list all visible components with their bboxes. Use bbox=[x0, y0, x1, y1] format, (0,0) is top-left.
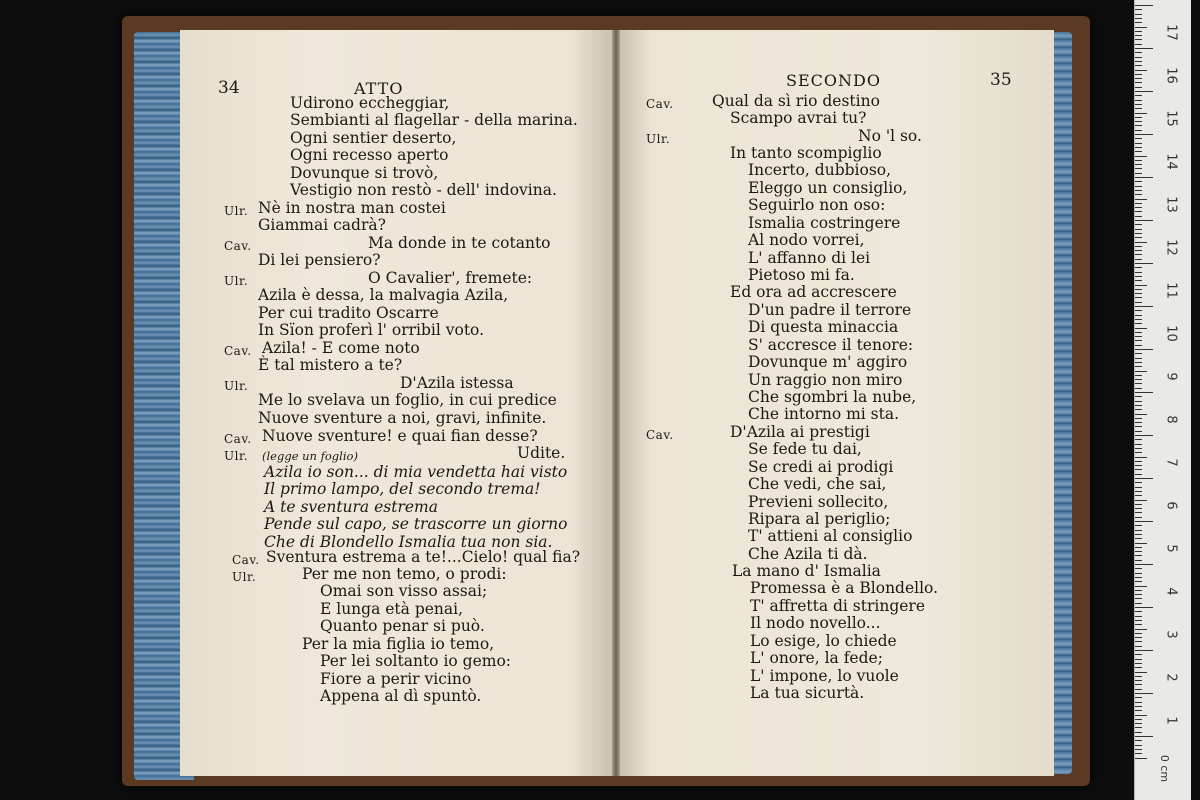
verse-line: Nuove sventure a noi, gravi, infinite. bbox=[258, 409, 547, 427]
speaker-label: Cav. bbox=[646, 428, 674, 442]
verse-line: T' affretta di stringere bbox=[750, 597, 926, 615]
ruler-tick bbox=[1135, 745, 1142, 746]
ruler-tick bbox=[1135, 641, 1142, 642]
ruler-tick bbox=[1135, 719, 1142, 720]
ruler-tick bbox=[1135, 95, 1142, 96]
page-number-left: 34 bbox=[218, 78, 240, 98]
verse-line: Nuove sventure! e quai fian desse? bbox=[262, 427, 538, 445]
ruler-tick bbox=[1135, 224, 1142, 225]
ruler-tick bbox=[1135, 263, 1153, 264]
ruler-tick bbox=[1135, 577, 1142, 578]
verse-line: Che Azila ti dà. bbox=[748, 545, 868, 563]
verse-line: No 'l so. bbox=[858, 127, 922, 145]
ruler-tick bbox=[1135, 620, 1142, 621]
ruler-tick bbox=[1135, 680, 1142, 681]
ruler-tick bbox=[1135, 306, 1153, 307]
ruler-tick bbox=[1135, 18, 1142, 19]
ruler-tick bbox=[1135, 173, 1142, 174]
verse-line: Che sgombri la nube, bbox=[748, 388, 917, 406]
ruler-number: 14 bbox=[1163, 153, 1179, 170]
ruler-tick bbox=[1135, 323, 1142, 324]
ruler-tick bbox=[1135, 78, 1142, 79]
verse-line: Dovunque si trovò, bbox=[290, 164, 439, 182]
ruler-tick bbox=[1135, 693, 1153, 694]
ruler-tick bbox=[1135, 293, 1142, 294]
ruler-tick bbox=[1135, 646, 1142, 647]
ruler-tick bbox=[1135, 9, 1142, 10]
ruler-tick bbox=[1135, 340, 1142, 341]
ruler-tick bbox=[1135, 461, 1142, 462]
ruler-tick bbox=[1135, 629, 1147, 630]
ruler-tick bbox=[1135, 452, 1142, 453]
ruler-tick bbox=[1135, 332, 1142, 333]
ruler-tick bbox=[1135, 405, 1142, 406]
ruler-tick bbox=[1135, 414, 1147, 415]
ruler-tick bbox=[1135, 254, 1142, 255]
ruler-tick bbox=[1135, 401, 1142, 402]
speaker-label: Ulr. bbox=[224, 274, 249, 288]
ruler-tick bbox=[1135, 289, 1142, 290]
ruler-tick bbox=[1135, 65, 1142, 66]
ruler-number: 2 bbox=[1163, 673, 1179, 682]
ruler-tick bbox=[1135, 310, 1142, 311]
ruler-tick bbox=[1135, 581, 1142, 582]
ruler-tick bbox=[1135, 336, 1142, 337]
ruler-tick bbox=[1135, 267, 1142, 268]
ruler-tick bbox=[1135, 727, 1142, 728]
verse-line: Vestigio non restò - dell' indovina. bbox=[290, 181, 557, 199]
ruler-tick bbox=[1135, 521, 1153, 522]
verse-line: Incerto, dubbioso, bbox=[748, 161, 892, 179]
ruler-tick bbox=[1135, 607, 1153, 608]
ruler-tick bbox=[1135, 500, 1147, 501]
ruler-tick bbox=[1135, 272, 1142, 273]
ruler-number: 8 bbox=[1163, 415, 1179, 424]
ruler-tick bbox=[1135, 297, 1142, 298]
verse-line: Sembianti al flagellar - della marina. bbox=[290, 111, 578, 129]
ruler-tick bbox=[1135, 138, 1142, 139]
ruler-tick bbox=[1135, 650, 1153, 651]
verse-line: Ed ora ad accrescere bbox=[730, 283, 897, 301]
speaker-label: Cav. bbox=[232, 553, 260, 567]
ruler-tick bbox=[1135, 465, 1142, 466]
ruler-unit-label: 0 cm bbox=[1158, 754, 1172, 783]
verse-line: L' affanno di lei bbox=[748, 249, 871, 267]
ruler-tick bbox=[1135, 564, 1153, 565]
ruler-tick bbox=[1135, 504, 1142, 505]
verse-line: Per me non temo, o prodi: bbox=[302, 565, 507, 583]
ruler-tick bbox=[1135, 426, 1142, 427]
ruler-tick bbox=[1135, 396, 1142, 397]
ruler-tick bbox=[1135, 44, 1142, 45]
ruler-number: 7 bbox=[1163, 458, 1179, 467]
ruler-tick bbox=[1135, 57, 1142, 58]
ruler-tick bbox=[1135, 276, 1142, 277]
ruler-tick bbox=[1135, 594, 1142, 595]
ruler-tick bbox=[1135, 586, 1147, 587]
ruler-tick bbox=[1135, 457, 1147, 458]
ruler-tick bbox=[1135, 160, 1142, 161]
verse-line: Appena al dì spuntò. bbox=[320, 687, 482, 705]
ruler-tick bbox=[1135, 676, 1142, 677]
measurement-ruler bbox=[1134, 0, 1191, 800]
verse-line: Promessa è a Blondello. bbox=[750, 579, 939, 597]
ruler-tick bbox=[1135, 121, 1142, 122]
ruler-tick bbox=[1135, 164, 1142, 165]
verse-line: Che di Blondello Ismalia tua non sia. bbox=[264, 533, 553, 551]
verse-line: D'Azila istessa bbox=[400, 374, 514, 392]
ruler-tick bbox=[1135, 237, 1142, 238]
ruler-tick bbox=[1135, 220, 1153, 221]
ruler-number: 13 bbox=[1163, 196, 1179, 213]
ruler-tick bbox=[1135, 512, 1142, 513]
verse-line: S' accresce il tenore: bbox=[748, 336, 914, 354]
ruler-tick bbox=[1135, 130, 1142, 131]
verse-line: Omai son visso assai; bbox=[320, 582, 488, 600]
ruler-tick bbox=[1135, 525, 1142, 526]
verse-line: Fiore a perir vicino bbox=[320, 670, 472, 688]
ruler-tick bbox=[1135, 48, 1153, 49]
ruler-tick bbox=[1135, 448, 1142, 449]
verse-line: Pietoso mi fa. bbox=[748, 266, 855, 284]
verse-line: Che intorno mi sta. bbox=[748, 405, 900, 423]
ruler-tick bbox=[1135, 611, 1142, 612]
verse-line: Il nodo novello... bbox=[750, 614, 881, 632]
ruler-tick bbox=[1135, 444, 1142, 445]
ruler-tick bbox=[1135, 104, 1142, 105]
ruler-tick bbox=[1135, 543, 1147, 544]
verse-line: Di questa minaccia bbox=[748, 318, 899, 336]
verse-line: E lunga età penai, bbox=[320, 600, 464, 618]
ruler-number: 3 bbox=[1163, 630, 1179, 639]
ruler-tick bbox=[1135, 568, 1142, 569]
ruler-tick bbox=[1135, 654, 1142, 655]
ruler-tick bbox=[1135, 469, 1142, 470]
ruler-tick bbox=[1135, 168, 1142, 169]
verse-line: Un raggio non miro bbox=[748, 371, 903, 389]
ruler-number: 11 bbox=[1163, 282, 1179, 299]
ruler-tick bbox=[1135, 91, 1153, 92]
ruler-tick bbox=[1135, 156, 1147, 157]
ruler-tick bbox=[1135, 82, 1142, 83]
speaker-label: Ulr. bbox=[224, 449, 249, 463]
ruler-tick bbox=[1135, 697, 1142, 698]
verse-line: Quanto penar si può. bbox=[320, 617, 485, 635]
ruler-tick bbox=[1135, 358, 1142, 359]
ruler-tick bbox=[1135, 31, 1142, 32]
ruler-tick bbox=[1135, 388, 1142, 389]
ruler-number: 4 bbox=[1163, 587, 1179, 596]
ruler-tick bbox=[1135, 659, 1142, 660]
ruler-tick bbox=[1135, 487, 1142, 488]
ruler-number: 6 bbox=[1163, 501, 1179, 510]
ruler-tick bbox=[1135, 723, 1142, 724]
ruler-tick bbox=[1135, 207, 1142, 208]
ruler-number: 12 bbox=[1163, 239, 1179, 256]
ruler-tick bbox=[1135, 87, 1142, 88]
ruler-tick bbox=[1135, 177, 1153, 178]
ruler-tick bbox=[1135, 491, 1142, 492]
verse-line: Previeni sollecito, bbox=[748, 493, 889, 511]
ruler-tick bbox=[1135, 684, 1142, 685]
ruler-tick bbox=[1135, 715, 1147, 716]
ruler-tick bbox=[1135, 22, 1142, 23]
ruler-number: 9 bbox=[1163, 372, 1179, 381]
verse-line: Il primo lampo, del secondo trema! bbox=[264, 480, 541, 498]
ruler-tick bbox=[1135, 663, 1142, 664]
ruler-tick bbox=[1135, 758, 1147, 759]
ruler-tick bbox=[1135, 250, 1142, 251]
verse-line: Udite. bbox=[517, 444, 566, 462]
ruler-tick bbox=[1135, 379, 1142, 380]
verse-line: D'un padre il terrore bbox=[748, 301, 912, 319]
verse-line: Seguirlo non oso: bbox=[748, 196, 886, 214]
ruler-tick bbox=[1135, 285, 1147, 286]
ruler-tick bbox=[1135, 302, 1142, 303]
verse-line: La mano d' Ismalia bbox=[732, 562, 881, 580]
verse-line: Pende sul capo, se trascorre un giorno bbox=[264, 515, 568, 533]
running-header-left: ATTO bbox=[354, 79, 404, 98]
ruler-tick bbox=[1135, 431, 1142, 432]
verse-line: Scampo avrai tu? bbox=[730, 109, 867, 127]
ruler-tick bbox=[1135, 134, 1153, 135]
ruler-tick bbox=[1135, 508, 1142, 509]
verse-line: Me lo svelava un foglio, in cui predice bbox=[258, 391, 557, 409]
ruler-tick bbox=[1135, 117, 1142, 118]
verse-line: Ismalia costringere bbox=[748, 214, 901, 232]
ruler-tick bbox=[1135, 190, 1142, 191]
verse-line: D'Azila ai prestigi bbox=[730, 423, 870, 441]
verse-line: La tua sicurtà. bbox=[750, 684, 865, 702]
ruler-tick bbox=[1135, 100, 1142, 101]
ruler-tick bbox=[1135, 315, 1142, 316]
verse-line: Che vedi, che sai, bbox=[748, 475, 887, 493]
verse-line: È tal mistero a te? bbox=[258, 356, 403, 374]
ruler-tick bbox=[1135, 710, 1142, 711]
ruler-tick bbox=[1135, 435, 1153, 436]
verse-line: Per cui tradito Oscarre bbox=[258, 304, 439, 322]
ruler-tick bbox=[1135, 422, 1142, 423]
verse-line: Per la mia figlia io temo, bbox=[302, 635, 495, 653]
verse-line: Sventura estrema a te!...Cielo! qual fia? bbox=[266, 548, 581, 566]
verse-line: O Cavalier', fremete: bbox=[368, 269, 533, 287]
ruler-tick bbox=[1135, 637, 1142, 638]
ruler-tick bbox=[1135, 375, 1142, 376]
ruler-tick bbox=[1135, 672, 1147, 673]
speaker-label: Cav. bbox=[224, 239, 252, 253]
ruler-tick bbox=[1135, 353, 1142, 354]
ruler-tick bbox=[1135, 706, 1142, 707]
ruler-tick bbox=[1135, 573, 1142, 574]
verse-line: Ma donde in te cotanto bbox=[368, 234, 551, 252]
ruler-tick bbox=[1135, 199, 1147, 200]
ruler-tick bbox=[1135, 70, 1147, 71]
ruler-tick bbox=[1135, 482, 1142, 483]
verse-line: Di lei pensiero? bbox=[258, 251, 381, 269]
speaker-label: Cav. bbox=[224, 344, 252, 358]
verse-line: Azila è dessa, la malvagia Azila, bbox=[258, 286, 509, 304]
ruler-tick bbox=[1135, 598, 1142, 599]
ruler-number: 17 bbox=[1163, 24, 1179, 41]
ruler-tick bbox=[1135, 517, 1142, 518]
ruler-tick bbox=[1135, 328, 1147, 329]
verse-line: T' attieni al consiglio bbox=[748, 527, 913, 545]
ruler-number: 16 bbox=[1163, 67, 1179, 84]
ruler-tick bbox=[1135, 5, 1153, 6]
ruler-tick bbox=[1135, 52, 1142, 53]
speaker-label: Ulr. bbox=[224, 379, 249, 393]
verse-line: Dovunque m' aggiro bbox=[748, 353, 908, 371]
ruler-tick bbox=[1135, 242, 1147, 243]
verse-line: Qual da sì rio destino bbox=[712, 92, 880, 110]
ruler-tick bbox=[1135, 547, 1142, 548]
verse-line: L' onore, la fede; bbox=[750, 649, 883, 667]
ruler-tick bbox=[1135, 216, 1142, 217]
ruler-tick bbox=[1135, 616, 1142, 617]
ruler-tick bbox=[1135, 732, 1142, 733]
ruler-tick bbox=[1135, 366, 1142, 367]
ruler-tick bbox=[1135, 181, 1142, 182]
speaker-label: Ulr. bbox=[232, 570, 257, 584]
verse-line: In Sïon proferì l' orribil voto. bbox=[258, 321, 485, 339]
ruler-tick bbox=[1135, 740, 1142, 741]
ruler-tick bbox=[1135, 702, 1142, 703]
verse-line: Al nodo vorrei, bbox=[748, 231, 865, 249]
ruler-tick bbox=[1135, 147, 1142, 148]
ruler-tick bbox=[1135, 35, 1142, 36]
ruler-tick bbox=[1135, 39, 1142, 40]
ruler-tick bbox=[1135, 418, 1142, 419]
speaker-label: Cav. bbox=[646, 97, 674, 111]
ruler-tick bbox=[1135, 371, 1147, 372]
ruler-tick bbox=[1135, 383, 1142, 384]
ruler-tick bbox=[1135, 749, 1142, 750]
verse-line: In tanto scompiglio bbox=[730, 144, 882, 162]
ruler-tick bbox=[1135, 530, 1142, 531]
ruler-tick bbox=[1135, 125, 1142, 126]
ruler-tick bbox=[1135, 590, 1142, 591]
verse-line: Udirono eccheggiar, bbox=[290, 94, 450, 112]
ruler-tick bbox=[1135, 736, 1153, 737]
ruler-tick bbox=[1135, 27, 1147, 28]
ruler-tick bbox=[1135, 108, 1142, 109]
verse-line: Per lei soltanto io gemo: bbox=[320, 652, 512, 670]
ruler-tick bbox=[1135, 14, 1142, 15]
ruler-tick bbox=[1135, 61, 1142, 62]
ruler-tick bbox=[1135, 624, 1142, 625]
running-header-right: SECONDO bbox=[786, 71, 881, 90]
ruler-tick bbox=[1135, 478, 1153, 479]
verse-line: A te sventura estrema bbox=[264, 498, 438, 516]
ruler-tick bbox=[1135, 74, 1142, 75]
ruler-number: 10 bbox=[1163, 325, 1179, 342]
ruler-tick bbox=[1135, 151, 1142, 152]
page-number-right: 35 bbox=[990, 70, 1012, 90]
ruler-number: 1 bbox=[1163, 716, 1179, 725]
ruler-tick bbox=[1135, 345, 1142, 346]
ruler-tick bbox=[1135, 203, 1142, 204]
verse-line: Giammai cadrà? bbox=[258, 216, 386, 234]
ruler-tick bbox=[1135, 551, 1142, 552]
verse-line: Azila! - E come noto bbox=[262, 339, 420, 357]
verse-line: Ogni recesso aperto bbox=[290, 146, 449, 164]
ruler-tick bbox=[1135, 538, 1142, 539]
ruler-tick bbox=[1135, 349, 1153, 350]
ruler-tick bbox=[1135, 753, 1142, 754]
verse-line: Lo esige, lo chiede bbox=[750, 632, 897, 650]
speaker-label: Cav. bbox=[224, 432, 252, 446]
ruler-tick bbox=[1135, 667, 1142, 668]
ruler-tick bbox=[1135, 319, 1142, 320]
ruler-tick bbox=[1135, 233, 1142, 234]
ruler-tick bbox=[1135, 229, 1142, 230]
ruler-tick bbox=[1135, 603, 1142, 604]
ruler-tick bbox=[1135, 495, 1142, 496]
verse-line: Ogni sentier deserto, bbox=[290, 129, 457, 147]
ruler-tick bbox=[1135, 259, 1142, 260]
verse-line: Se fede tu dai, bbox=[748, 440, 862, 458]
ruler-tick bbox=[1135, 633, 1142, 634]
ruler-tick bbox=[1135, 246, 1142, 247]
ruler-tick bbox=[1135, 560, 1142, 561]
verse-line: Azila io son... di mia vendetta hai visto bbox=[264, 463, 568, 481]
speaker-label: Ulr. bbox=[646, 132, 671, 146]
ruler-tick bbox=[1135, 280, 1142, 281]
verse-line: Eleggo un consiglio, bbox=[748, 179, 908, 197]
verse-line: Se credi ai prodigi bbox=[748, 458, 894, 476]
ruler-tick bbox=[1135, 113, 1147, 114]
ruler-tick bbox=[1135, 186, 1142, 187]
ruler-tick bbox=[1135, 534, 1142, 535]
verse-line: Nè in nostra man costei bbox=[258, 199, 446, 217]
ruler-tick bbox=[1135, 689, 1142, 690]
ruler-tick bbox=[1135, 362, 1142, 363]
verse-line: L' impone, lo vuole bbox=[750, 667, 899, 685]
ruler-tick bbox=[1135, 392, 1153, 393]
ruler-tick bbox=[1135, 143, 1142, 144]
ruler-tick bbox=[1135, 439, 1142, 440]
ruler-tick bbox=[1135, 555, 1142, 556]
ruler-number: 5 bbox=[1163, 544, 1179, 553]
ruler-tick bbox=[1135, 474, 1142, 475]
ruler-number: 15 bbox=[1163, 110, 1179, 127]
ruler-tick bbox=[1135, 211, 1142, 212]
stage-direction: (legge un foglio) bbox=[262, 449, 358, 463]
book-gutter bbox=[612, 30, 620, 776]
verse-line: Ripara al periglio; bbox=[748, 510, 891, 528]
speaker-label: Ulr. bbox=[224, 204, 249, 218]
ruler-tick bbox=[1135, 194, 1142, 195]
ruler-tick bbox=[1135, 409, 1142, 410]
